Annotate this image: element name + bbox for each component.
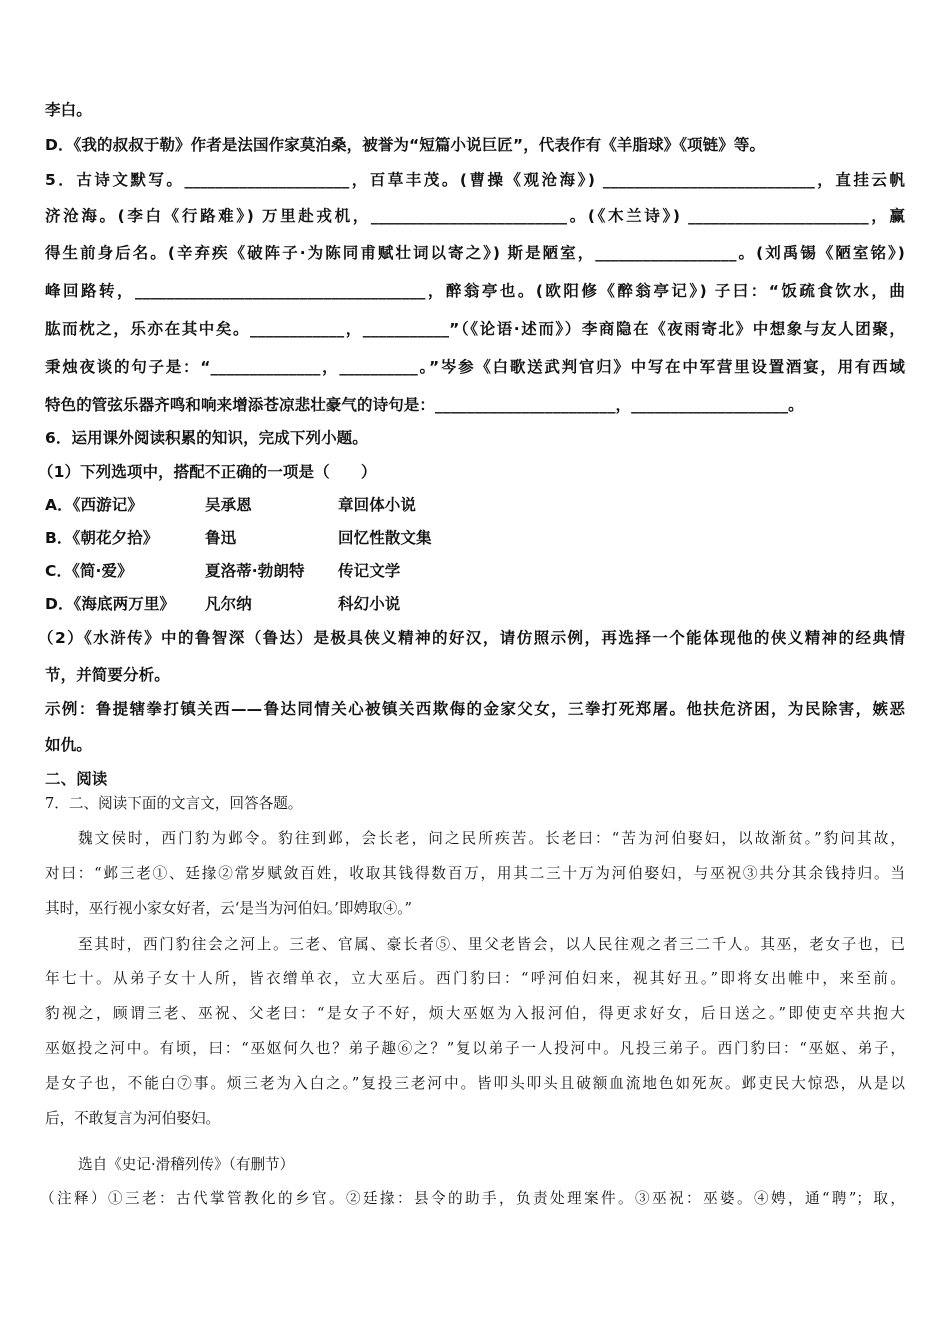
passage-line: 豹视之，顾谓三老、巫祝、父老曰：“是女子不好，烦大巫妪为入报河伯，得更求好女，后日送之。”即使吏卒共抱大 <box>45 1005 905 1022</box>
option-author: 夏洛蒂·勃朗特 <box>205 562 305 580</box>
option-author: 吴承恩 <box>205 496 252 514</box>
text-line: 特色的管弦乐器齐鸣和响来增添苍凉悲壮豪气的诗句是：_______________________，____________________。 <box>45 396 804 414</box>
passage-line: 后，不敢复言为河伯娶妇。 <box>45 1110 221 1127</box>
option-title: B．《朝花夕拾》 <box>45 529 159 547</box>
option-genre: 科幻小说 <box>338 595 401 613</box>
example-line: 示例：鲁提辖拳打镇关西——鲁达同情关心被镇关西欺侮的金家父女，三拳打死郑屠。他扶危济困，为民除害，嫉恶 <box>45 700 905 718</box>
question-5-line: 5．古诗文默写。_____________________，百草丰茂。(曹操《观沧海》) ___________________________，直挂云帆 <box>45 171 905 189</box>
text-line: 秉烛夜谈的句子是：“______________，__________。”岑参《白歌送武判官归》中写在中军营里设置酒宴，用有西域 <box>45 358 905 376</box>
option-genre: 章回体小说 <box>338 496 417 514</box>
option-genre: 回忆性散文集 <box>338 529 432 547</box>
option-genre: 传记文学 <box>338 562 401 580</box>
section-heading: 二、阅读 <box>45 770 108 788</box>
text-line: 峰回路转，_____________________________________，醉翁亭也。(欧阳修《醉翁亭记》) 子曰：“饭疏食饮水，曲 <box>45 282 905 300</box>
passage-line: 魏文侯时，西门豹为邺令。豹往到邺，会长老，问之民所疾苦。长老曰：“苦为河伯娶妇，以故渐贫。”豹问其故， <box>78 830 905 847</box>
option-d <box>45 594 905 614</box>
question-6-line: 6．运用课外阅读积累的知识，完成下列小题。 <box>45 429 368 447</box>
option-c <box>45 561 905 581</box>
passage-line: 其时，巫行视小家女好者，云‘是当为河伯妇。’即娉取④。” <box>45 900 412 917</box>
passage-line: 是女子也，不能白⑦事。烦三老为入白之。”复投三老河中。皆叩头叩头且破额血流地色如死灰。邺吏民大惊恐，从是以 <box>45 1075 905 1092</box>
text-line: 李白。 <box>45 101 92 119</box>
option-title: A．《西游记》 <box>45 496 143 514</box>
option-author: 鲁迅 <box>205 529 237 547</box>
option-author: 凡尔纳 <box>205 595 252 613</box>
option-title: C．《简·爱》 <box>45 562 133 580</box>
option-a <box>45 495 905 515</box>
option-title: D．《海底两万里》 <box>45 595 176 613</box>
subquestion-2: （2）《水浒传》中的鲁智深（鲁达）是极具侠义精神的好汉，请仿照示例，再选择一个能体现他的侠义精神的经典情 <box>38 629 905 647</box>
text-line: 如仇。 <box>45 736 92 754</box>
notes-line: （注释）①三老：古代掌管教化的乡官。②廷掾：县令的助手，负责处理案件。③巫祝：巫婆。④娉，通“聘”；取， <box>40 1190 905 1207</box>
source-line: 选自《史记·滑稽列传》（有删节） <box>78 1156 295 1173</box>
passage-line: 巫妪投之河中。有顷，曰：“巫妪何久也？弟子趣⑥之？”复以弟子一人投河中。凡投三弟子。西门豹曰：“巫妪、弟子， <box>45 1040 905 1057</box>
text-line: 肱而枕之，乐亦在其中矣。____________，___________”（《论语·述而》）李商隐在《夜雨寄北》中想象与友人团聚， <box>45 320 905 338</box>
passage-line: 至其时，西门豹往会之河上。三老、官属、豪长者⑤、里父老皆会，以人民往观之者三二千人。其巫，老女子也，已 <box>78 936 905 953</box>
subquestion-1: （1）下列选项中，搭配不正确的一项是（ ） <box>38 463 377 481</box>
text-line: 节，并简要分析。 <box>45 666 170 684</box>
passage-line: 年七十。从弟子女十人所，皆衣缯单衣，立大巫后。西门豹曰：“呼河伯妇来，视其好丑。”即将女出帷中，来至前。 <box>45 970 905 987</box>
text-line: 得生前身后名。(辛弃疾《破阵子·为陈同甫赋壮词以寄之》) 斯是陋室，__________________。(刘禹锡《陋室铭》) <box>45 244 905 262</box>
option-b <box>45 528 905 548</box>
question-7-line: 7．二、阅读下面的文言文，回答各题。 <box>45 795 303 812</box>
passage-line: 对曰：“邺三老①、廷掾②常岁赋敛百姓，收取其钱得数百万，用其二三十万为河伯娶妇，与巫祝③共分其余钱持归。当 <box>45 865 905 882</box>
text-line: 济沧海。(李白《行路难》) 万里赴戎机，_________________________。(《木兰诗》) _______________________，赢 <box>45 207 905 225</box>
option-d-line: D．《我的叔叔于勒》作者是法国作家莫泊桑，被誉为“短篇小说巨匠”，代表作有《羊脂球》《项链》等。 <box>45 136 766 154</box>
